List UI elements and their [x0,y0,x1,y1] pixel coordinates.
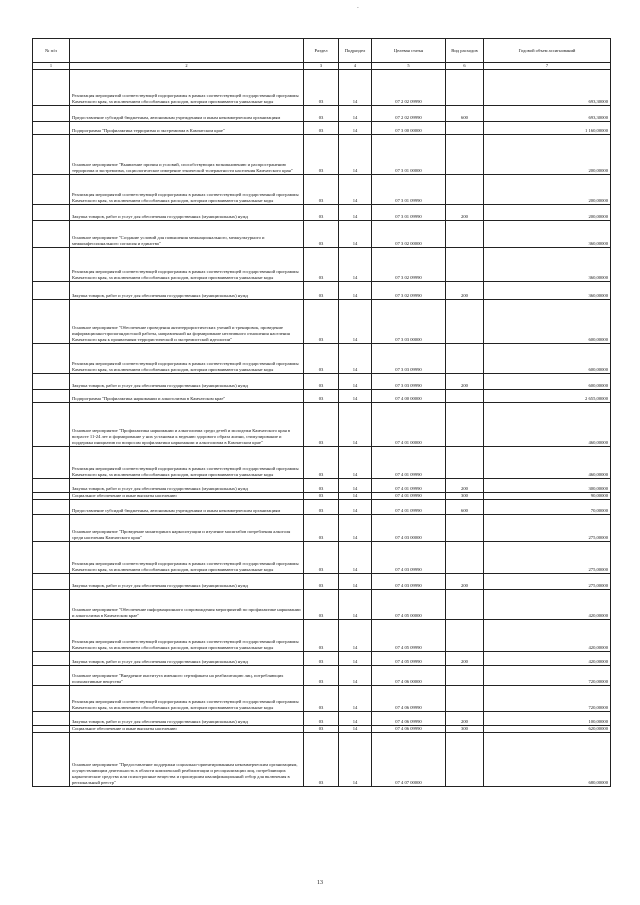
row-target-article-cell: 07 4 06 09990 [372,712,446,726]
row-subsection-cell: 14 [339,493,372,500]
table-row [33,666,611,686]
row-expense-type-cell: 200 [446,282,484,300]
row-name-cell: Предоставление субсидий бюджетным, автономным учреждениям и иным некоммерческим организациям [70,106,304,122]
table-row [33,390,611,403]
row-expense-type-cell: 200 [446,712,484,726]
row-subsection-cell: 14 [339,590,372,620]
budget-page [32,38,610,787]
row-number-cell [33,135,70,175]
row-subsection-cell: 14 [339,300,372,344]
row-number-cell [33,712,70,726]
row-amount-cell: 693,30000 [484,70,611,106]
row-amount-cell: 600,00000 [484,300,611,344]
row-subsection-cell: 14 [339,221,372,248]
row-subsection-cell: 14 [339,712,372,726]
row-target-article-cell: 07 3 01 09990 [372,205,446,221]
row-section-cell: 03 [304,135,339,175]
row-name-cell: Реализация мероприятий соответствующей подпрограммы в рамках соответствующей государственной программы Камчатского края, за исключением обособленных расходов, которым присваиваются уникальные коды [70,686,304,712]
row-amount-cell: 360,00000 [484,282,611,300]
row-number-cell [33,282,70,300]
column-number: 1 [33,63,70,70]
row-amount-cell: 360,00000 [484,221,611,248]
row-section-cell: 03 [304,590,339,620]
row-section-cell: 03 [304,221,339,248]
row-target-article-cell: 07 4 01 09990 [372,500,446,515]
row-amount-cell: 720,00000 [484,686,611,712]
column-number: 3 [304,63,339,70]
row-name-cell: Реализация мероприятий соответствующей подпрограммы в рамках соответствующей государственной программы Камчатского края, за исключением обособленных расходов, которым присваиваются уникальные коды [70,344,304,374]
row-expense-type-cell [446,590,484,620]
row-section-cell: 03 [304,374,339,390]
row-section-cell: 03 [304,390,339,403]
row-amount-cell: 420,00000 [484,590,611,620]
budget-table [32,38,611,787]
row-target-article-cell: 07 4 05 09990 [372,620,446,652]
row-amount-cell: 300,00000 [484,479,611,493]
row-target-article-cell: 07 4 06 09990 [372,686,446,712]
row-number-cell [33,666,70,686]
row-expense-type-cell: 200 [446,574,484,590]
row-number-cell [33,221,70,248]
row-target-article-cell: 07 3 02 09990 [372,248,446,282]
row-target-article-cell: 07 4 03 09990 [372,542,446,574]
row-subsection-cell: 14 [339,344,372,374]
row-amount-cell: 100,00000 [484,712,611,726]
table-row [33,652,611,666]
row-name-cell: Реализация мероприятий соответствующей подпрограммы в рамках соответствующей государственной программы Камчатского края, за исключением обособленных расходов, которым присваиваются уникальные коды [70,248,304,282]
row-amount-cell: 200,00000 [484,135,611,175]
row-name-cell: Закупка товаров, работ и услуг для обеспечения государственных (муниципальных) нужд [70,479,304,493]
row-subsection-cell: 14 [339,135,372,175]
table-row [33,500,611,515]
row-section-cell: 03 [304,733,339,787]
row-subsection-cell: 14 [339,390,372,403]
row-name-cell: Основное мероприятие "Создание условий для повышения межнационального, межкультурного и межконфессионального согласия и единства" [70,221,304,248]
row-subsection-cell: 14 [339,574,372,590]
row-amount-cell: 460,00000 [484,447,611,479]
row-target-article-cell: 07 3 03 09990 [372,344,446,374]
row-number-cell [33,590,70,620]
row-number-cell [33,620,70,652]
table-row [33,712,611,726]
row-section-cell: 03 [304,70,339,106]
row-section-cell: 03 [304,248,339,282]
table-row [33,733,611,787]
row-number-cell [33,574,70,590]
row-expense-type-cell [446,300,484,344]
table-row [33,479,611,493]
row-target-article-cell: 07 2 02 09990 [372,106,446,122]
row-section-cell: 03 [304,106,339,122]
row-name-cell: Закупка товаров, работ и услуг для обеспечения государственных (муниципальных) нужд [70,652,304,666]
row-name-cell: Предоставление субсидий бюджетным, автономным учреждениям и иным некоммерческим организациям [70,500,304,515]
row-subsection-cell: 14 [339,70,372,106]
row-target-article-cell: 07 4 06 00000 [372,666,446,686]
row-expense-type-cell [446,175,484,205]
row-section-cell: 03 [304,712,339,726]
table-row [33,106,611,122]
row-subsection-cell: 14 [339,542,372,574]
row-expense-type-cell: 200 [446,374,484,390]
row-section-cell: 03 [304,447,339,479]
row-section-cell: 03 [304,666,339,686]
row-amount-cell: 200,00000 [484,205,611,221]
row-amount-cell: 70,00000 [484,500,611,515]
row-name-cell: Закупка товаров, работ и услуг для обеспечения государственных (муниципальных) нужд [70,712,304,726]
row-expense-type-cell: 200 [446,652,484,666]
row-target-article-cell: 07 4 00 00000 [372,390,446,403]
row-subsection-cell: 14 [339,652,372,666]
row-subsection-cell: 14 [339,447,372,479]
row-name-cell: Основное мероприятие "Обеспечение информационного сопровождения мероприятий по профилактике наркомании и алкоголизма в Камчатском крае" [70,590,304,620]
row-section-cell: 03 [304,686,339,712]
row-target-article-cell: 07 3 00 00000 [372,122,446,135]
row-expense-type-cell [446,515,484,542]
row-number-cell [33,686,70,712]
row-name-cell: Основное мероприятие "Профилактика наркомании и алкоголизма среди детей и молодежи Камчатского края в возрасте 11-24 лет и формирование у них установки к ведению здорового образа жизни, стимулирование и поддержка инициатив по вопросам профилактики наркомании и алкоголизма в Камчатском крае" [70,403,304,447]
row-name-cell: Реализация мероприятий соответствующей подпрограммы в рамках соответствующей государственной программы Камчатского края, за исключением обособленных расходов, которым присваиваются уникальные коды [70,620,304,652]
row-name-cell: Реализация мероприятий соответствующей подпрограммы в рамках соответствующей государственной программы Камчатского края, за исключением обособленных расходов, которым присваиваются уникальные коды [70,447,304,479]
row-expense-type-cell [446,221,484,248]
row-number-cell [33,122,70,135]
row-name-cell: Основное мероприятие "Обеспечение проведения антитеррористических учений и тренировок, проведение информационно-пропагандистской работы, направленной на формирование негативного отношения населения Камчатского края к проявлениям террористической и экстремистской идеологии" [70,300,304,344]
row-subsection-cell: 14 [339,106,372,122]
row-section-cell: 03 [304,175,339,205]
row-target-article-cell: 07 3 03 09990 [372,374,446,390]
row-number-cell [33,70,70,106]
row-name-cell: Социальное обеспечение и иные выплаты населению [70,493,304,500]
row-amount-cell: 600,00000 [484,374,611,390]
table-row [33,403,611,447]
table-row [33,515,611,542]
row-subsection-cell: 14 [339,175,372,205]
row-subsection-cell: 14 [339,620,372,652]
row-amount-cell: 275,00000 [484,574,611,590]
row-expense-type-cell [446,390,484,403]
row-expense-type-cell [446,542,484,574]
row-subsection-cell: 14 [339,374,372,390]
row-amount-cell: 680,00000 [484,733,611,787]
table-row [33,447,611,479]
table-row [33,574,611,590]
row-section-cell: 03 [304,500,339,515]
row-expense-type-cell [446,620,484,652]
row-number-cell [33,652,70,666]
row-name-cell: Закупка товаров, работ и услуг для обеспечения государственных (муниципальных) нужд [70,282,304,300]
row-section-cell: 03 [304,542,339,574]
header-number: № п/п [33,39,70,63]
row-name-cell: Реализация мероприятий соответствующей подпрограммы в рамках соответствующей государственной программы Камчатского края, за исключением обособленных расходов, которым присваиваются уникальные коды [70,175,304,205]
row-target-article-cell: 07 3 03 00000 [372,300,446,344]
row-expense-type-cell [446,344,484,374]
row-subsection-cell: 14 [339,122,372,135]
table-row [33,135,611,175]
row-section-cell: 03 [304,574,339,590]
table-row [33,122,611,135]
column-number: 7 [484,63,611,70]
row-expense-type-cell [446,666,484,686]
table-row [33,620,611,652]
row-subsection-cell: 14 [339,666,372,686]
row-subsection-cell: 14 [339,205,372,221]
row-expense-type-cell [446,70,484,106]
row-subsection-cell: 14 [339,726,372,733]
column-number: 4 [339,63,372,70]
row-target-article-cell: 07 3 02 09990 [372,282,446,300]
row-number-cell [33,205,70,221]
header-annual-amount: Годовой объем ассигнований [484,39,611,63]
row-expense-type-cell: 600 [446,106,484,122]
header-target-article: Целевая статья [372,39,446,63]
row-name-cell: Основное мероприятие "Выявление причин и условий, способствующих возникновению и распространению терроризма и экстремизма, социологическое измерение этнической толерантности населения Камчатского края" [70,135,304,175]
table-row [33,248,611,282]
row-expense-type-cell [446,403,484,447]
row-name-cell: Подпрограмма "Профилактика терроризма и экстремизма в Камчатском крае" [70,122,304,135]
header-name [70,39,304,63]
row-expense-type-cell: 200 [446,479,484,493]
row-section-cell: 03 [304,344,339,374]
row-number-cell [33,500,70,515]
row-subsection-cell: 14 [339,686,372,712]
row-expense-type-cell: 200 [446,205,484,221]
row-subsection-cell: 14 [339,403,372,447]
row-amount-cell: 720,00000 [484,666,611,686]
row-section-cell: 03 [304,282,339,300]
row-section-cell: 03 [304,726,339,733]
row-name-cell: Реализация мероприятий соответствующей подпрограммы в рамках соответствующей государственной программы Камчатского края, за исключением обособленных расходов, которым присваиваются уникальные коды [70,542,304,574]
row-amount-cell: 460,00000 [484,403,611,447]
row-subsection-cell: 14 [339,248,372,282]
row-section-cell: 03 [304,122,339,135]
row-target-article-cell: 07 3 01 00000 [372,135,446,175]
row-amount-cell: 360,00000 [484,248,611,282]
row-expense-type-cell [446,248,484,282]
table-row [33,300,611,344]
row-number-cell [33,447,70,479]
header-subsection: Подраздел [339,39,372,63]
row-name-cell: Подпрограмма "Профилактика наркомании и алкоголизма в Камчатском крае" [70,390,304,403]
row-section-cell: 03 [304,479,339,493]
row-target-article-cell: 07 4 03 09990 [372,574,446,590]
row-name-cell: Реализация мероприятий соответствующей подпрограммы в рамках соответствующей государственной программы Камчатского края, за исключением обособленных расходов, которым присваиваются уникальные коды [70,70,304,106]
row-amount-cell: 275,00000 [484,515,611,542]
table-row [33,726,611,733]
row-expense-type-cell [446,122,484,135]
table-row [33,70,611,106]
row-number-cell [33,479,70,493]
row-target-article-cell: 07 4 01 09990 [372,447,446,479]
table-row [33,374,611,390]
row-number-cell [33,493,70,500]
row-section-cell: 03 [304,515,339,542]
row-amount-cell: 620,00000 [484,726,611,733]
row-section-cell: 03 [304,300,339,344]
row-target-article-cell: 07 4 03 00000 [372,515,446,542]
row-expense-type-cell: 600 [446,500,484,515]
row-name-cell: Закупка товаров, работ и услуг для обеспечения государственных (муниципальных) нужд [70,574,304,590]
table-header [33,39,611,63]
row-amount-cell: 1 160,00000 [484,122,611,135]
table-row [33,344,611,374]
row-name-cell: Основное мероприятие "Предоставление поддержки социально-ориентированным некоммерческим организациям, осуществляющим деятельность в области комплексной реабилитации и ресоциализации лиц, потребляющих наркотические средства или психотропные вещества и прошедшим квалификационный отбор для включения в региональный реестр" [70,733,304,787]
row-target-article-cell: 07 4 06 09990 [372,726,446,733]
row-target-article-cell: 07 4 01 00000 [372,403,446,447]
row-number-cell [33,733,70,787]
header-section: Раздел [304,39,339,63]
row-expense-type-cell [446,733,484,787]
row-target-article-cell: 07 3 02 00000 [372,221,446,248]
row-target-article-cell: 07 2 02 09990 [372,70,446,106]
row-subsection-cell: 14 [339,282,372,300]
row-name-cell: Основное мероприятие "Внедрение института именного сертификата на реабилитацию лиц, потребляющих психоактивные вещества" [70,666,304,686]
row-expense-type-cell: 300 [446,726,484,733]
table-row [33,686,611,712]
table-row [33,175,611,205]
row-target-article-cell: 07 4 05 09990 [372,652,446,666]
row-name-cell: Закупка товаров, работ и услуг для обеспечения государственных (муниципальных) нужд [70,205,304,221]
row-subsection-cell: 14 [339,733,372,787]
column-number: 5 [372,63,446,70]
row-number-cell [33,344,70,374]
row-amount-cell: 693,30000 [484,106,611,122]
row-section-cell: 03 [304,652,339,666]
row-subsection-cell: 14 [339,515,372,542]
row-target-article-cell: 07 4 07 00000 [372,733,446,787]
row-section-cell: 03 [304,493,339,500]
row-number-cell [33,175,70,205]
column-numbers-row [33,63,611,70]
row-target-article-cell: 07 3 01 09990 [372,175,446,205]
header-expense-type: Вид расходов [446,39,484,63]
row-number-cell [33,300,70,344]
row-subsection-cell: 14 [339,500,372,515]
row-expense-type-cell [446,135,484,175]
row-amount-cell: 420,00000 [484,652,611,666]
row-section-cell: 03 [304,205,339,221]
row-subsection-cell: 14 [339,479,372,493]
row-number-cell [33,515,70,542]
row-number-cell [33,374,70,390]
row-number-cell [33,403,70,447]
row-number-cell [33,106,70,122]
row-amount-cell: 420,00000 [484,620,611,652]
scan-mark: - [357,6,359,11]
row-section-cell: 03 [304,620,339,652]
row-number-cell [33,542,70,574]
row-number-cell [33,248,70,282]
row-name-cell: Основное мероприятие "Проведение мониторинга наркоситуации и изучение масштабов потребления алкоголя среди населения Камчатского края" [70,515,304,542]
table-row [33,590,611,620]
table-row [33,493,611,500]
row-target-article-cell: 07 4 01 09990 [372,493,446,500]
row-amount-cell: 275,00000 [484,542,611,574]
row-target-article-cell: 07 4 01 09990 [372,479,446,493]
row-number-cell [33,726,70,733]
column-number: 6 [446,63,484,70]
row-expense-type-cell [446,686,484,712]
row-name-cell: Социальное обеспечение и иные выплаты населению [70,726,304,733]
row-amount-cell: 200,00000 [484,175,611,205]
table-row [33,282,611,300]
row-name-cell: Закупка товаров, работ и услуг для обеспечения государственных (муниципальных) нужд [70,374,304,390]
page-number: 13 [317,880,323,886]
row-expense-type-cell: 300 [446,493,484,500]
row-number-cell [33,390,70,403]
row-amount-cell: 600,00000 [484,344,611,374]
row-expense-type-cell [446,447,484,479]
row-section-cell: 03 [304,403,339,447]
table-row [33,205,611,221]
table-row [33,221,611,248]
column-number: 2 [70,63,304,70]
row-amount-cell: 90,00000 [484,493,611,500]
table-row [33,542,611,574]
row-target-article-cell: 07 4 05 00000 [372,590,446,620]
row-amount-cell: 2 655,00000 [484,390,611,403]
table-body [33,70,611,787]
